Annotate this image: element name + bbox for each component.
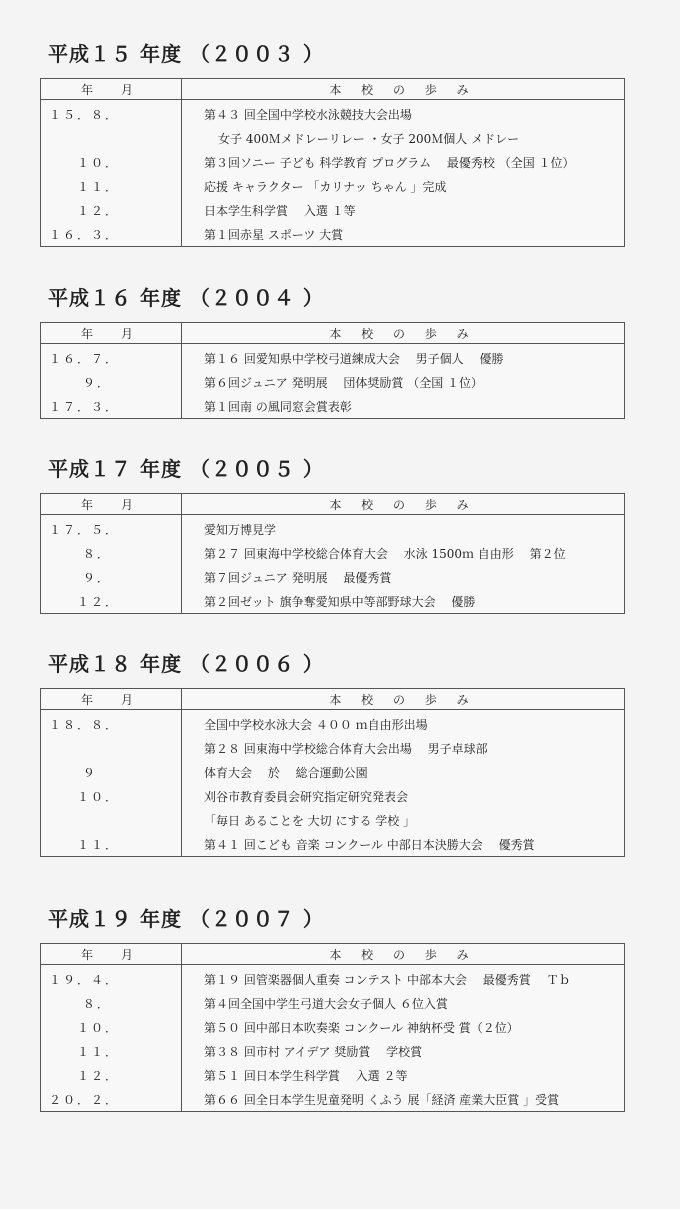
- section-2004: [40, 284, 625, 419]
- row-date: ２０．２．: [41, 1087, 182, 1112]
- table-row: [41, 1039, 625, 1063]
- row-event: 日本学生科学賞 入選 １等: [182, 198, 625, 222]
- row-date: ９．: [41, 370, 182, 394]
- history-table: [40, 78, 625, 247]
- row-event: 刈谷市教育委員会研究指定研究発表会: [182, 784, 625, 808]
- section-title: 平成１９ 年度 （２００７ ）: [48, 907, 324, 931]
- row-date: １０．: [41, 150, 182, 174]
- section-title: 平成１６ 年度 （２００４ ）: [48, 286, 324, 310]
- table-row: [41, 126, 625, 150]
- table-row: [41, 394, 625, 419]
- column-header-event: 本 校 の 歩 み: [182, 689, 625, 710]
- table-row: [41, 370, 625, 394]
- table-row: [41, 174, 625, 198]
- section-title: 平成１７ 年度 （２００５ ）: [48, 457, 324, 481]
- row-event: 第５０ 回中部日本吹奏楽 コンクール 神納杯受 賞（２位）: [182, 1015, 625, 1039]
- row-date: １１．: [41, 174, 182, 198]
- row-event: 第４３ 回全国中学校水泳競技大会出場: [182, 100, 625, 127]
- history-table: [40, 688, 625, 857]
- row-date: １０．: [41, 784, 182, 808]
- section-2005: [40, 455, 625, 614]
- row-date: １９．４．: [41, 965, 182, 992]
- row-date: [41, 808, 182, 832]
- history-table: [40, 322, 625, 419]
- column-header-event: 本 校 の 歩 み: [182, 323, 625, 344]
- column-header-event: 本 校 の 歩 み: [182, 494, 625, 515]
- row-event: 第６６ 回全日本学生児童発明 くふう 展「経済 産業大臣賞 」受賞: [182, 1087, 625, 1112]
- row-event: 体育大会 於 総合運動公園: [182, 760, 625, 784]
- row-event: 第６回ジュニア 発明展 団体奨励賞 （全国 １位）: [182, 370, 625, 394]
- row-date: ９: [41, 760, 182, 784]
- row-event: 第７回ジュニア 発明展 最優秀賞: [182, 565, 625, 589]
- row-date: １２．: [41, 589, 182, 614]
- column-header-event: 本 校 の 歩 み: [182, 944, 625, 965]
- table-row: [41, 589, 625, 614]
- row-event: 第２７ 回東海中学校総合体育大会 水泳 1500ｍ 自由形 第２位: [182, 541, 625, 565]
- table-row: [41, 198, 625, 222]
- row-event: 第５１ 回日本学生科学賞 入選 ２等: [182, 1063, 625, 1087]
- row-event: 第１回赤星 スポーツ 大賞: [182, 222, 625, 247]
- row-date: １２．: [41, 1063, 182, 1087]
- table-row: [41, 565, 625, 589]
- row-event: 応援 キャラクター 「カリナッ ちゃん 」完成: [182, 174, 625, 198]
- column-header-date: 年 月: [41, 494, 182, 515]
- table-row: [41, 344, 625, 371]
- row-date: １８．８．: [41, 710, 182, 737]
- row-date: １１．: [41, 1039, 182, 1063]
- table-row: [41, 710, 625, 737]
- row-event: 第２８ 回東海中学校総合体育大会出場 男子卓球部: [182, 736, 625, 760]
- section-2007: [40, 905, 625, 1112]
- column-header-date: 年 月: [41, 944, 182, 965]
- column-header-date: 年 月: [41, 79, 182, 100]
- row-event: 第３８ 回市村 アイデア 奨励賞 学校賞: [182, 1039, 625, 1063]
- row-date: １６．７．: [41, 344, 182, 371]
- table-header-row: [41, 323, 625, 344]
- table-row: [41, 515, 625, 542]
- table-header-row: [41, 944, 625, 965]
- table-row: [41, 1015, 625, 1039]
- table-row: [41, 150, 625, 174]
- history-table: [40, 493, 625, 614]
- row-date: １０．: [41, 1015, 182, 1039]
- column-header-date: 年 月: [41, 689, 182, 710]
- row-date: １２．: [41, 198, 182, 222]
- table-row: [41, 541, 625, 565]
- table-row: [41, 808, 625, 832]
- row-date: １６．３．: [41, 222, 182, 247]
- table-header-row: [41, 689, 625, 710]
- row-event: 第３回ソニー 子ども 科学教育 プログラム 最優秀校 （全国 １位）: [182, 150, 625, 174]
- row-date: ８．: [41, 991, 182, 1015]
- table-header-row: [41, 494, 625, 515]
- table-row: [41, 832, 625, 857]
- row-date: ９．: [41, 565, 182, 589]
- row-event: 第１６ 回愛知県中学校弓道練成大会 男子個人 優勝: [182, 344, 625, 371]
- row-event: 女子 400Ｍメドレーリレー ・女子 200Ｍ個人 メドレー: [182, 126, 625, 150]
- table-row: [41, 1087, 625, 1112]
- row-event: 全国中学校水泳大会 ４００ ｍ自由形出場: [182, 710, 625, 737]
- row-event: 第１９ 回管楽器個人重奏 コンテスト 中部本大会 最優秀賞 Ｔｂ: [182, 965, 625, 992]
- section-2003: [40, 40, 625, 247]
- table-row: [41, 760, 625, 784]
- section-title: 平成１５ 年度 （２００３ ）: [48, 42, 324, 66]
- table-row: [41, 222, 625, 247]
- table-row: [41, 784, 625, 808]
- column-header-event: 本 校 の 歩 み: [182, 79, 625, 100]
- row-date: ８．: [41, 541, 182, 565]
- table-row: [41, 991, 625, 1015]
- section-2006: [40, 650, 625, 857]
- table-header-row: [41, 79, 625, 100]
- row-date: １７．５．: [41, 515, 182, 542]
- row-event: 第１回南 の風同窓会賞表彰: [182, 394, 625, 419]
- row-date: [41, 736, 182, 760]
- row-event: 第２回ゼット 旗争奪愛知県中等部野球大会 優勝: [182, 589, 625, 614]
- table-row: [41, 736, 625, 760]
- row-date: １１．: [41, 832, 182, 857]
- table-row: [41, 1063, 625, 1087]
- row-date: １７．３．: [41, 394, 182, 419]
- row-event: 「毎日 あることを 大切 にする 学校 」: [182, 808, 625, 832]
- row-event: 第４回全国中学生弓道大会女子個人 ６位入賞: [182, 991, 625, 1015]
- row-date: １５．８．: [41, 100, 182, 127]
- table-row: [41, 965, 625, 992]
- row-event: 愛知万博見学: [182, 515, 625, 542]
- table-row: [41, 100, 625, 127]
- row-event: 第４１ 回こども 音楽 コンクール 中部日本決勝大会 優秀賞: [182, 832, 625, 857]
- history-table: [40, 943, 625, 1112]
- row-date: [41, 126, 182, 150]
- section-title: 平成１８ 年度 （２００６ ）: [48, 652, 324, 676]
- column-header-date: 年 月: [41, 323, 182, 344]
